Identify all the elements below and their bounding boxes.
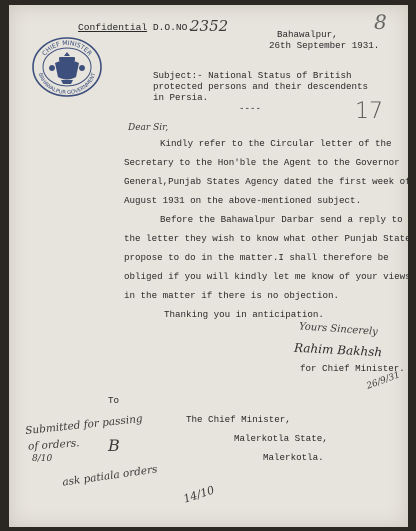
subject-line-2: protected persons and their descendents <box>153 81 369 92</box>
address-to: To <box>108 395 120 406</box>
para1-line-3: General,Punjab States Agency dated the first week of <box>124 176 411 187</box>
para1-line-1: Kindly refer to the Circular letter of the <box>160 138 392 149</box>
for-chief-minister: for Chief Minister. <box>300 363 405 374</box>
address-line-3: Malerkotla. <box>263 452 324 463</box>
subject-line-1: Subject:- National Status of British <box>153 70 352 81</box>
closing-signature: Yours Sincerely <box>298 321 379 338</box>
para1-line-2: Secretary to the Hon'ble the Agent to the Governor <box>124 157 400 168</box>
note-patiala-date: 14/10 <box>181 483 216 506</box>
seal-bottom-text: BAHAWALPUR GOVERNMENT <box>36 72 98 97</box>
margin-number: 17 <box>355 99 383 124</box>
thanks-line: Thanking you in anticipation. <box>164 309 324 320</box>
seal-top-text: CHIEF MINISTER <box>41 39 93 58</box>
note-initials: B <box>108 436 120 455</box>
note-submitted-line-2: of orders. <box>27 437 80 453</box>
para1-line-4: August 1931 on the above-mentioned subject. <box>124 195 362 206</box>
para2-line-5: in the matter if there is no objection. <box>124 290 340 301</box>
dono-label: D.O.NO. <box>152 22 194 33</box>
address-line-1: The Chief Minister, <box>186 414 291 425</box>
note-submitted-line-1: Submitted for passing <box>24 412 144 438</box>
handwritten-signature: Rahim Bakhsh <box>293 340 383 360</box>
chief-minister-seal-icon <box>31 36 103 98</box>
address-line-2: Malerkotla State, <box>234 433 328 444</box>
para2-line-3: propose to do in the matter.I shall therefore be <box>124 252 389 263</box>
confidential-label: Confidential <box>78 22 148 33</box>
para2-line-1: Before the Bahawalpur Darbar send a reply to <box>160 214 403 225</box>
note-patiala-orders: ask patiala orders <box>61 463 159 489</box>
corner-mark: 8 <box>374 10 387 34</box>
note-submitted-date: 8/10 <box>32 454 53 464</box>
para2-line-2: the letter they wish to know what other Punjab States <box>124 233 416 244</box>
subject-dashes: ---- <box>239 103 262 114</box>
dono-number: 2352 <box>190 17 229 35</box>
place-text: Bahawalpur, <box>277 29 338 40</box>
signature-date: 26/9/31 <box>365 370 402 392</box>
subject-line-3: in Persia. <box>153 92 209 103</box>
date-text: 26th September 1931. <box>269 40 380 51</box>
para2-line-4: obliged if you will kindly let me know of your views <box>124 271 411 282</box>
salutation: Dear Sir, <box>128 123 169 133</box>
confidential-heading <box>78 22 193 33</box>
